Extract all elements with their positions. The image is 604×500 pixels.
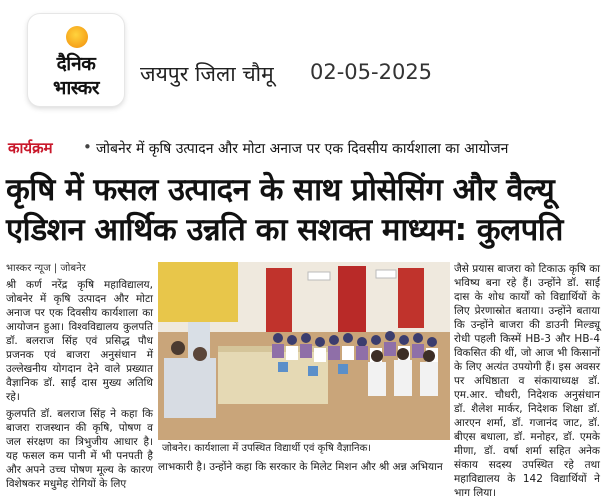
logo-text-line1: दैनिक xyxy=(56,53,96,75)
logo-text-line2: भास्कर xyxy=(52,77,100,99)
article-column-bottom xyxy=(158,460,450,490)
article-paragraph: कुलपति डॉ. बलराज सिंह ने कहा कि बाजरा राजस्थान की कृषि, पोषण व जल संरक्षण का त्रिभुजीय आधार है। यह फसल कम पानी में भी पनपती है और अपने उच्च पोषण मूल्य के कारण विशेषकर मधुमेह रोगियों के लिए xyxy=(6,408,153,490)
article-paragraph: लाभकारी है। उन्होंने कहा कि सरकार के मिलेट मिशन और श्री अन्न अभियान xyxy=(158,461,443,473)
article-paragraph: जैसे प्रयास बाजरा को टिकाऊ कृषि का भविष्य बना रहे हैं। उन्होंने डॉ. साईं दास के शोध कार्यों को विद्यार्थियों के लिए प्रेरणास्रोत बताया। उन्होंने बताया कि उन्होंने बाजरा की डाउनी मिल्ड्यू रोधी पहली किस्में HB-3 और HB-4 विकसित की थीं, जो आज भी किसानों के लिए अत्यंत उपयोगी हैं। इस अवसर पर अधिष्ठाता व संकायाध्यक्ष डॉ. एम.आर. चौधरी, निदेशक अनुसंधान डॉ. शैलेश मार्कर, निदेशक शिक्षा डॉ. आरएन शर्मा, डॉ. गजानंद जाट, डॉ. बीएस बधाला, डॉ. मनोहर, डॉ. एमके मीणा, डॉ. वर्षा शर्मा सहित अनेक संकाय सदस्य उपस्थित रहे तथा महाविद्यालय के 142 विद्यार्थियों ने भाग लिया। xyxy=(454,263,600,499)
kicker-label: कार्यक्रम xyxy=(8,139,53,157)
edition-name: जयपुर जिला चौमू xyxy=(140,62,274,86)
photo-caption: जोबनेर। कार्यशाला में उपस्थित विद्यार्थी एवं कृषि वैज्ञानिक। xyxy=(162,443,372,454)
kicker-text: जोबनेर में कृषि उत्पादन और मोटा अनाज पर एक दिवसीय कार्यशाला का आयोजन xyxy=(96,141,509,157)
event-photo xyxy=(158,262,450,440)
dainik-bhaskar-logo xyxy=(28,14,124,106)
article-column-right xyxy=(454,262,600,499)
byline: भास्कर न्यूज | जोबनेर xyxy=(6,263,86,274)
workshop-photo-illustration xyxy=(158,262,450,440)
sun-icon xyxy=(66,26,88,48)
newspaper-header xyxy=(0,0,604,118)
headline-line-2: एडिशन आर्थिक उन्नति का सशक्त माध्यम: कुलपति xyxy=(6,212,563,248)
edition-date: 02-05-2025 xyxy=(310,60,433,84)
headline-line-1: कृषि में फसल उत्पादन के साथ प्रोसेसिंग और वैल्यू xyxy=(6,172,555,208)
kicker-row xyxy=(0,138,604,160)
kicker-separator: • xyxy=(83,138,92,156)
article-paragraph: श्री कर्ण नरेंद्र कृषि महाविद्यालय, जोबनेर में कृषि उत्पादन और मोटा अनाज पर एक दिवसीय कार्यशाला का आयोजन हुआ। विश्वविद्यालय कुलपति डॉ. बलराज सिंह एवं प्रसिद्ध पौध प्रजनक एवं बाजरा अनुसंधान में उल्लेखनीय योगदान देने वाले प्रख्यात वैज्ञानिक डॉ. साईं दास मुख्य अतिथि रहे। xyxy=(6,279,153,403)
article-column-left xyxy=(6,262,153,488)
